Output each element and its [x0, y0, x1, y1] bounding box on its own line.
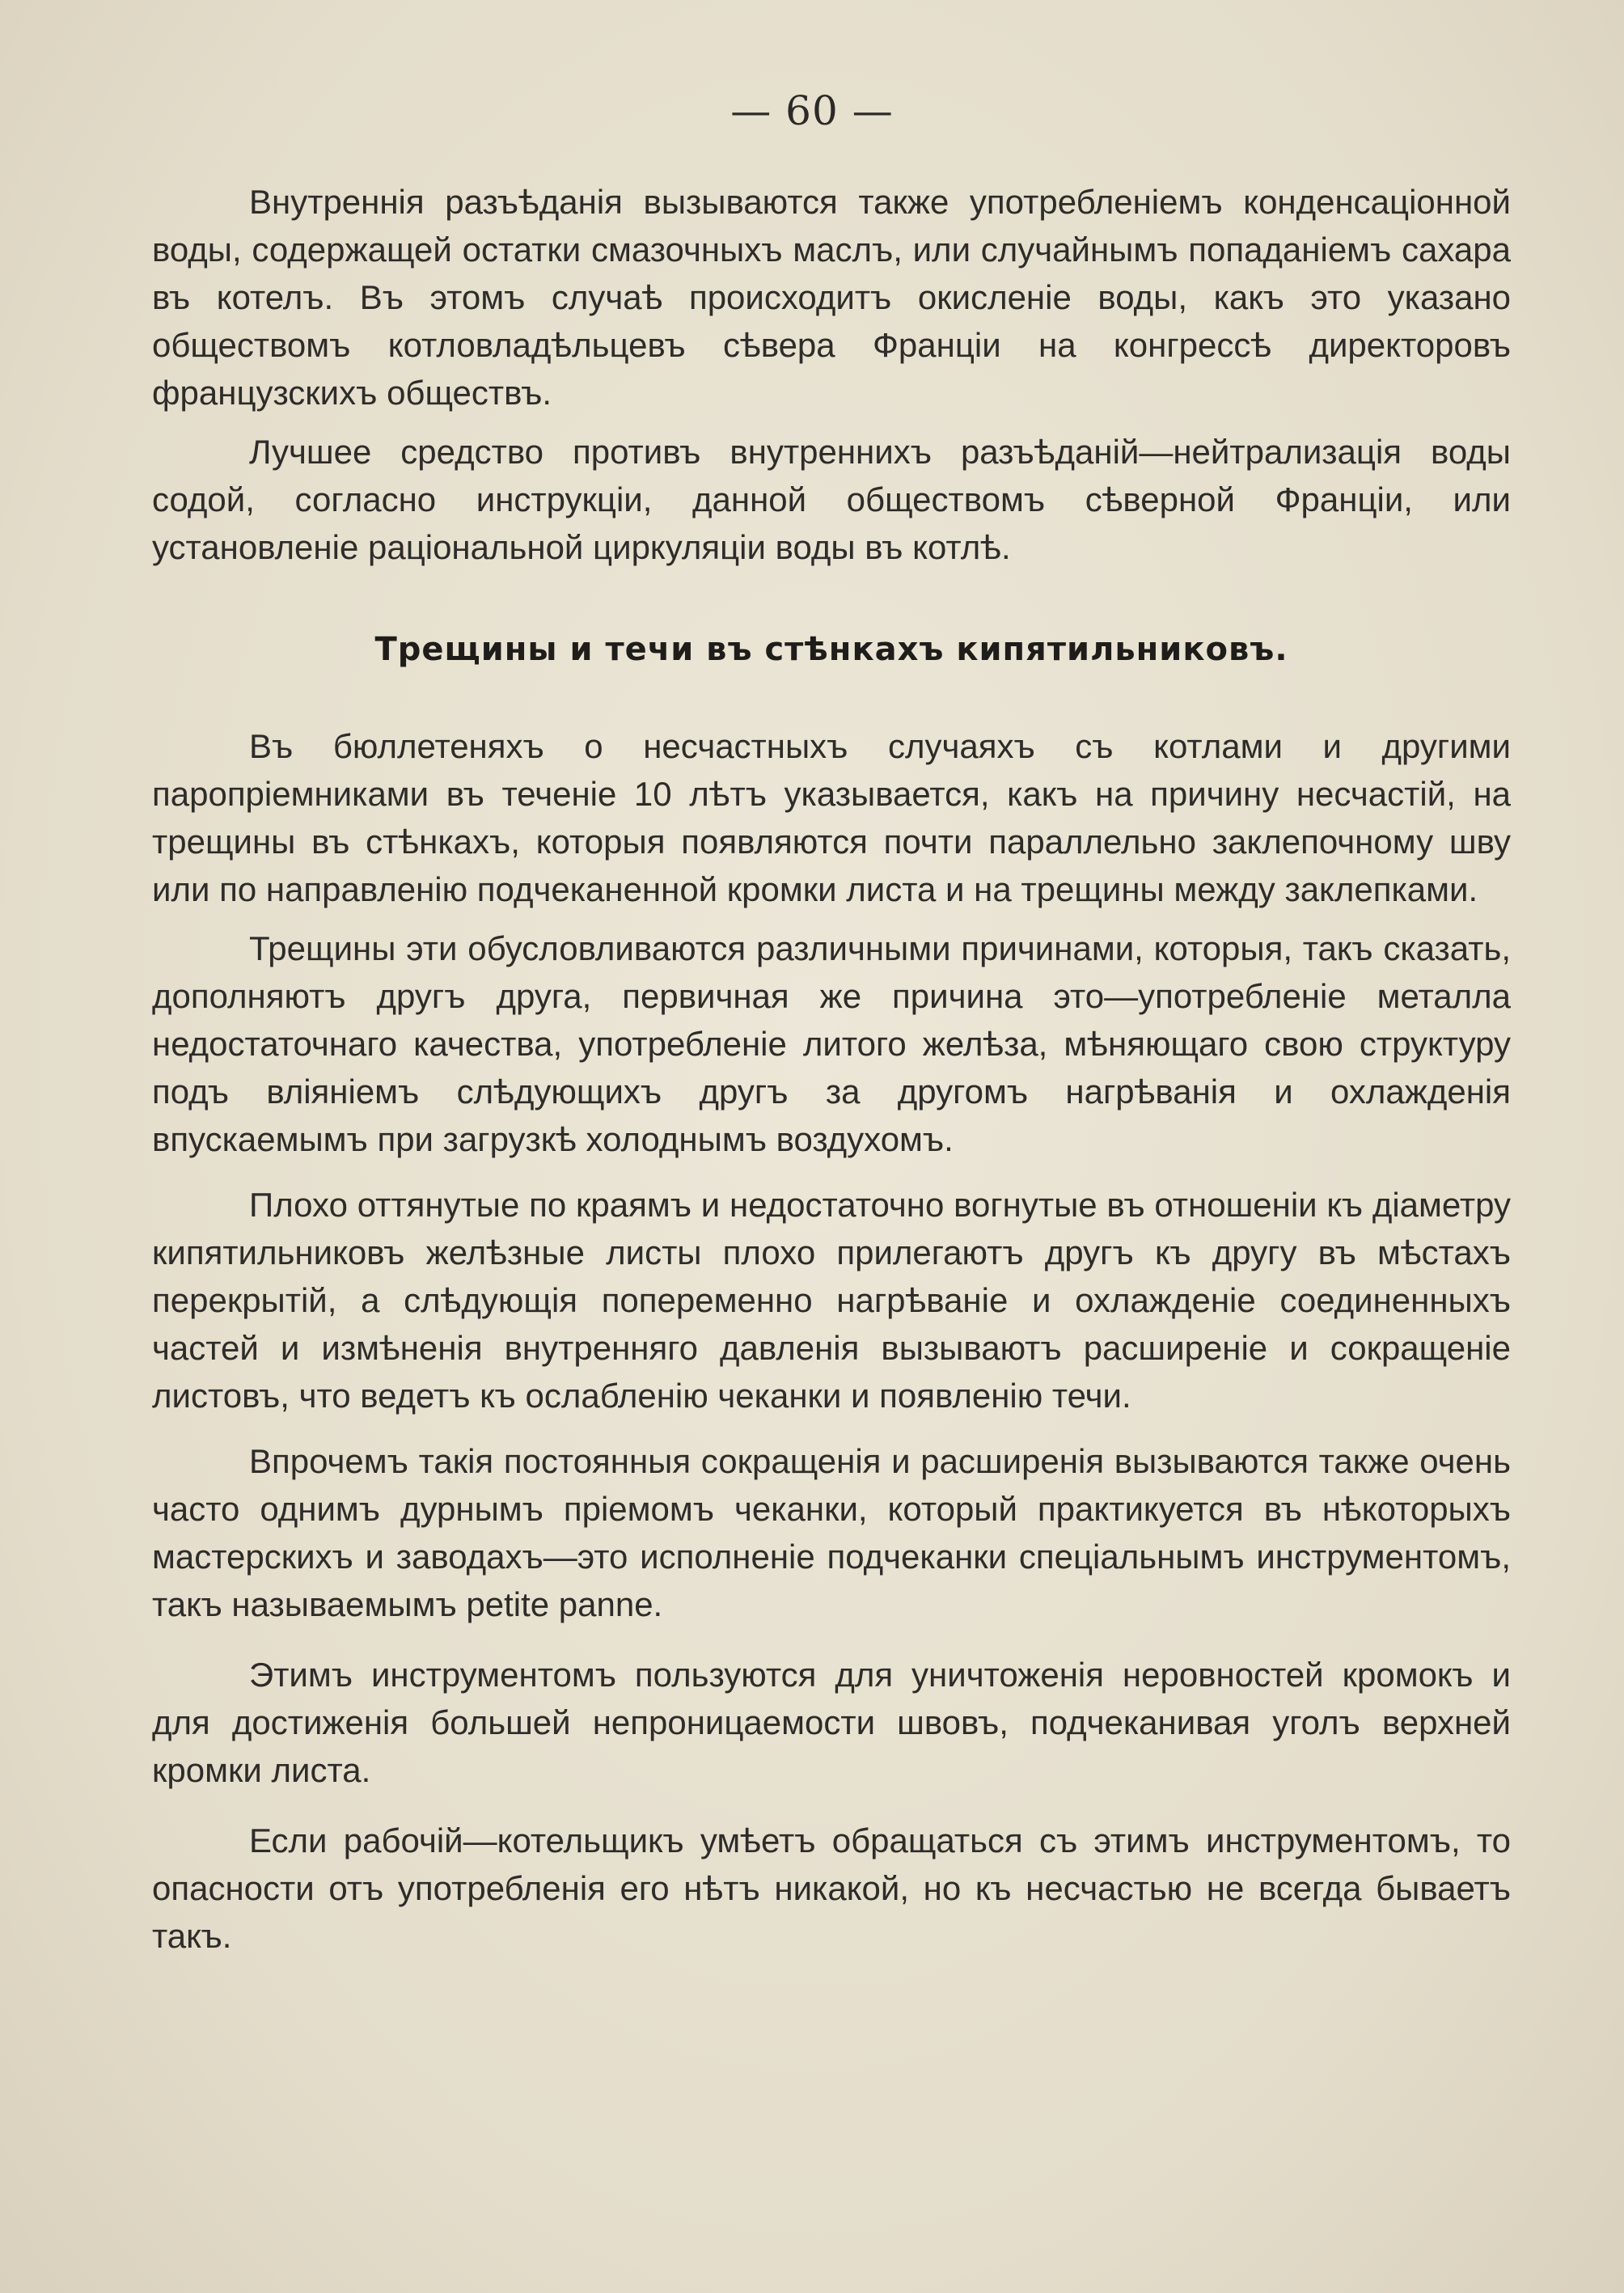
page-body — [152, 178, 1511, 1960]
page-number: — 60 — — [730, 87, 894, 134]
paragraph-worker-skill: Если рабочій—котельщикъ умѣетъ обращаться съ этимъ инструментомъ, то опасности отъ употребленія его нѣтъ никакой, но къ несчастью не всегда бываетъ такъ. — [152, 1821, 1511, 1955]
paragraph-tool-usage: Этимъ инструментомъ пользуются для уничтоженія неровностей кромокъ и для достиженія большей непроницаемости швовъ, подчеканивая уголъ верхней кромки листа. — [152, 1656, 1511, 1789]
paragraph-internal-corrosion-causes: Внутреннія разъѣданія вызываются также употребленіемъ конденсаціонной воды, содержащей остатки смазочныхъ маслъ, или случайнымъ попаданіемъ сахара въ котелъ. Въ этомъ случаѣ происходитъ окисленіе воды, какъ это указано обществомъ котловладѣльцевъ сѣвера Франціи на конгрессѣ директоровъ французскихъ обществъ. — [152, 183, 1511, 412]
paragraph-bulletins: Въ бюллетеняхъ о несчастныхъ случаяхъ съ котлами и другими паропріемниками въ теченіе 10 лѣтъ указывается, какъ на причину несчастій, на трещины въ стѣнкахъ, которыя появляются почти параллельно заклепочному шву или по направленію подчеканенной кромки листа и на трещины между заклепками. — [152, 727, 1511, 908]
paragraph-crack-causes: Трещины эти обусловливаются различными причинами, которыя, такъ сказать, дополняютъ другъ друга, первичная же причина это—употребленіе металла недостаточнаго качества, употребленіе литого желѣза, мѣняющаго свою структуру подъ вліяніемъ слѣдующихъ другъ за другомъ нагрѣванія и охлажденія впускаемымъ при загрузкѣ холоднымъ воздухомъ. — [152, 929, 1511, 1158]
paragraph-sheet-fitting: Плохо оттянутые по краямъ и недостаточно вогнутые въ отношеніи къ діаметру кипятильниковъ желѣзные листы плохо прилегаютъ другъ къ другу въ мѣстахъ перекрытій, а слѣдующія попеременно нагрѣваніе и охлажденіе соединенныхъ частей и измѣненія внутренняго давленія вызываютъ расширеніе и сокращеніе листовъ, что ведетъ къ ослабленію чеканки и появленію течи. — [152, 1186, 1511, 1415]
paragraph-corrosion-remedy: Лучшее средство противъ внутреннихъ разъѣданій—нейтрализація воды содой, согласно инструкціи, данной обществомъ сѣверной Франціи, или установленіе раціональной циркуляціи воды въ котлѣ. — [152, 433, 1511, 566]
section-heading: Трещины и течи въ стѣнкахъ кипятильниковъ. — [374, 631, 1288, 668]
paragraph-caulking-method: Впрочемъ такія постоянныя сокращенія и расширенія вызываются также очень часто однимъ дурнымъ пріемомъ чеканки, который практикуется въ нѣкоторыхъ мастерскихъ и заводахъ—это исполненіе подчеканки спеціальнымъ инструментомъ, такъ называемымъ petite panne. — [152, 1442, 1511, 1623]
